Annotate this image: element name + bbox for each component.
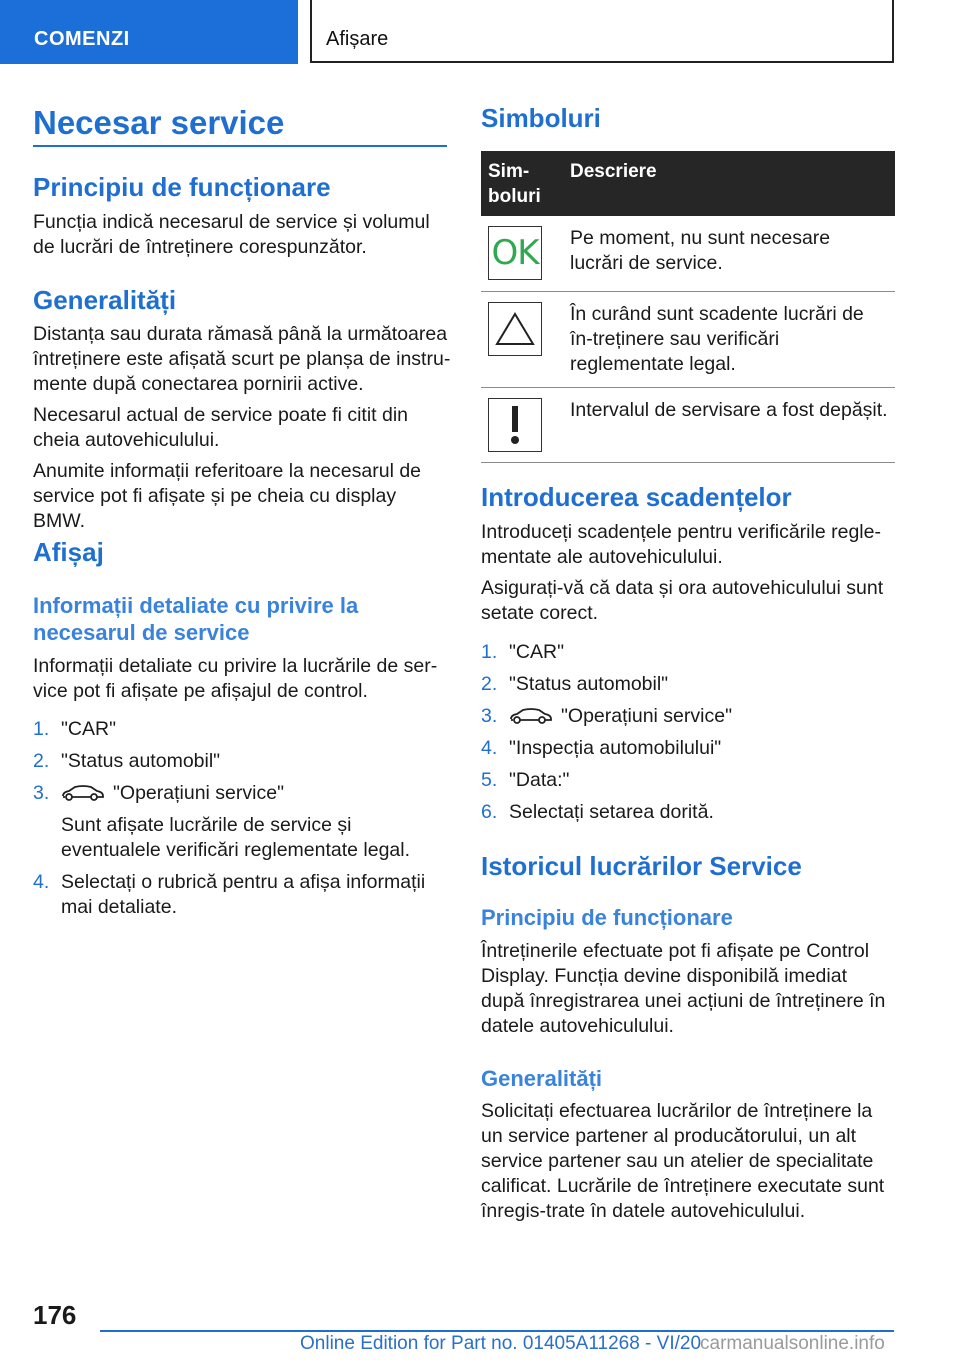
table-row <box>481 291 895 387</box>
page-title: Necesar service <box>33 104 285 141</box>
section-label: COMENZI <box>34 28 130 50</box>
due-steps <box>481 640 895 832</box>
car-icon <box>61 784 105 802</box>
list-item: 1. "CAR" <box>33 718 117 740</box>
list-item: 4. Selectați o rubrică pentru a afișa informații mai detaliate. <box>33 871 426 918</box>
general-paragraph-3: Anumite informații referitoare la necesarul de service pot fi afișate și pe cheia cu display BMW. <box>33 460 422 532</box>
table-row <box>481 387 895 462</box>
symbols-table <box>481 151 895 463</box>
edition-text: Online Edition for Part no. 01405A11268 - VI/20 <box>300 1333 702 1354</box>
symbols-heading: Simboluri <box>481 103 601 133</box>
table-cell-description: În curând sunt scadente lucrări de în-treținere sau verificări reglementate legal. <box>563 291 895 387</box>
subsection-label: Afișare <box>326 28 389 50</box>
car-icon <box>509 707 553 725</box>
general-paragraph-1: Distanța sau durata rămasă până la următoarea întreținere este afișată scurt pe planșa de instru-mente după conectarea pornirii active. <box>33 323 451 395</box>
table-row <box>481 216 895 291</box>
history-heading: Istoricul lucrărilor Service <box>481 851 802 881</box>
principle-text: Funcția indică necesarul de service și volumul de lucrări de întreținere corespunzător. <box>33 211 430 258</box>
details-heading: Informații detaliate cu privire la necesarul de service <box>33 593 359 645</box>
section-tab <box>0 0 298 64</box>
column-header-symbols: Sim-boluri <box>481 151 563 216</box>
history-general-heading: Generalități <box>481 1066 603 1091</box>
watermark: carmanualsonline.info <box>700 1333 885 1354</box>
display-heading: Afișaj <box>33 537 104 567</box>
details-steps <box>33 717 451 927</box>
due-dates-heading: Introducerea scadențelor <box>481 482 792 512</box>
table-cell-description: Pe moment, nu sunt necesare lucrări de service. <box>563 216 895 291</box>
table-cell-description: Intervalul de servisare a fost depășit. <box>563 387 895 462</box>
list-item: 5. "Data:" <box>481 769 570 791</box>
general-heading: Generalități <box>33 285 177 315</box>
table-header-row <box>481 151 895 216</box>
due-paragraph-1: Introduceți scadențele pentru verificările regle-mentate ale autovehiculului. <box>481 521 881 568</box>
column-header-description: Descriere <box>563 151 895 216</box>
general-paragraph-2: Necesarul actual de service poate fi citit din cheia autovehiculului. <box>33 404 409 451</box>
list-item: 6. Selectați setarea dorită. <box>481 801 714 823</box>
details-text: Informații detaliate cu privire la lucrările de ser-vice pot fi afișate pe afișajul de control. <box>33 655 438 702</box>
step-note: Sunt afișate lucrările de service și eventualele verificări reglementate legal. <box>61 814 411 861</box>
exclamation-icon <box>488 398 542 452</box>
history-general-text: Solicitați efectuarea lucrărilor de întreținere la un service partener al producătorului, un alt service partener sau un atelier de specialitate calificat. Lucrările de întreținere executate sunt înregis-trate în datele autovehiculului. <box>481 1100 885 1222</box>
list-item: 3. "Operațiuni service" Sunt afișate lucrările de service și eventualele verificări reglementate legal. <box>33 781 451 863</box>
subsection-tab <box>310 0 894 63</box>
list-item: 2. "Status automobil" <box>33 750 221 772</box>
list-item: 4. "Inspecția automobilului" <box>481 737 722 759</box>
history-principle-heading: Principiu de funcționare <box>481 905 733 930</box>
history-principle-text: Întreținerile efectuate pot fi afișate pe Control Display. Funcția devine disponibilă imediat după înregistrarea unei acțiuni de întreținere în datele autovehiculului. <box>481 940 886 1037</box>
page-number: 176 <box>33 1300 77 1330</box>
title-rule <box>33 145 447 147</box>
due-paragraph-2: Asigurați-vă că data și ora autovehiculului sunt setate corect. <box>481 577 884 624</box>
list-item: 2. "Status automobil" <box>481 673 669 695</box>
list-item: 3. "Operațiuni service" <box>481 705 732 727</box>
ok-icon: OK <box>488 226 542 280</box>
footer-rule <box>100 1330 894 1332</box>
principle-heading: Principiu de funcționare <box>33 172 331 202</box>
warning-triangle-icon <box>488 302 542 356</box>
list-item: 1. "CAR" <box>481 641 565 663</box>
